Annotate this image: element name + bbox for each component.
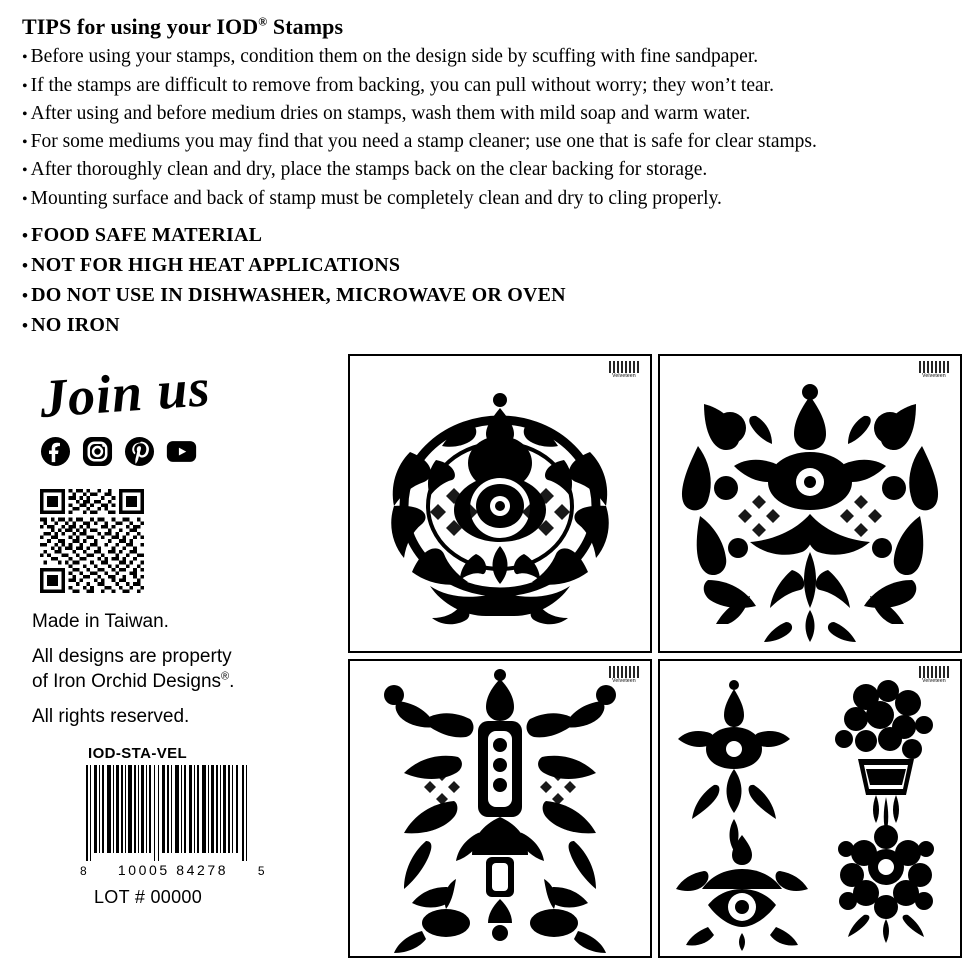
brand-mark-icon	[609, 666, 639, 678]
bullet-glyph: •	[22, 255, 29, 275]
tips-title-tail: Stamps	[267, 14, 344, 39]
sku-code: IOD-STA-VEL	[88, 745, 188, 763]
tip-text: If the stamps are difficult to remove from backing, you can pull without worry; they won’t tear.	[30, 74, 774, 96]
tip-text: After using and before medium dries on stamps, wash them with mild soap and warm water.	[30, 102, 751, 124]
join-us-script: Join us	[37, 357, 213, 429]
barcode-block	[80, 745, 266, 908]
stamp-sheet-grid	[348, 354, 962, 968]
designs-line-1: All designs are property	[32, 645, 232, 667]
stamp-panel-peacock-damask[interactable]	[348, 659, 652, 958]
warning-text: DO NOT USE IN DISHWASHER, MICROWAVE OR OVEN	[31, 283, 566, 306]
instagram-icon[interactable]	[82, 436, 113, 467]
tip-line	[22, 156, 944, 184]
brand-mark-icon	[919, 666, 949, 678]
brand-mark-icon	[609, 361, 639, 373]
brand-badge-label: Velveteen	[922, 372, 946, 379]
tip-text: Before using your stamps, condition them on the design side by scuffing with fine sandpaper.	[30, 46, 759, 68]
brand-badge-label: Velveteen	[612, 677, 636, 684]
warning-text: NOT FOR HIGH HEAT APPLICATIONS	[31, 253, 401, 276]
barcode-digit-right: 5	[257, 864, 266, 879]
brand-badge-label: Velveteen	[922, 677, 946, 684]
warning-line	[22, 310, 944, 340]
tip-text: Mounting surface and back of stamp must be completely clean and dry to cling properly.	[30, 187, 722, 209]
tips-title-main: TIPS for using your IOD	[22, 14, 259, 39]
warning-text: FOOD SAFE MATERIAL	[31, 223, 263, 246]
left-column	[18, 354, 318, 909]
tips-title	[22, 14, 944, 39]
bullet-glyph: •	[22, 315, 29, 335]
bullet-glyph: •	[22, 49, 28, 67]
social-icons-row	[40, 436, 318, 467]
bullet-glyph: •	[22, 162, 28, 180]
designs-line-2: of Iron Orchid Designs	[32, 671, 222, 693]
brand-mark-icon	[919, 361, 949, 373]
brand-badge	[914, 361, 954, 379]
tips-section	[18, 14, 944, 340]
bullet-glyph: •	[22, 77, 28, 95]
bullet-glyph: •	[22, 190, 28, 208]
bullet-glyph: •	[22, 134, 28, 152]
bullet-glyph: •	[22, 285, 29, 305]
brand-badge-label: Velveteen	[612, 372, 636, 379]
barcode-bars	[80, 765, 256, 861]
brand-badge	[914, 666, 954, 684]
brand-badge	[604, 361, 644, 379]
qr-code[interactable]	[40, 489, 144, 593]
registered-mark: ®	[258, 14, 268, 29]
legal-text	[32, 609, 318, 730]
barcode-digit-left: 8	[80, 864, 89, 879]
lot-number: LOT # 00000	[94, 887, 203, 908]
tip-text: For some mediums you may find that you need a stamp cleaner; use one that is safe for clear stamps.	[30, 131, 817, 153]
tip-line	[22, 72, 944, 100]
lower-section	[18, 354, 944, 909]
barcode-digits-main: 10005 84278	[117, 862, 229, 879]
designs-line-tail: .	[229, 671, 235, 693]
rights-reserved-line: All rights reserved.	[32, 705, 190, 727]
registered-mark: ®	[221, 670, 230, 683]
stamp-panel-small-motifs[interactable]	[658, 659, 962, 958]
facebook-icon[interactable]	[40, 436, 71, 467]
tip-line	[22, 128, 944, 156]
warning-line	[22, 220, 944, 250]
made-in-line: Made in Taiwan.	[32, 610, 169, 632]
tip-line	[22, 100, 944, 128]
designs-property-line	[32, 644, 318, 695]
bullet-glyph: •	[22, 225, 29, 245]
tip-line	[22, 185, 944, 213]
brand-badge	[604, 666, 644, 684]
youtube-icon[interactable]	[166, 436, 197, 467]
tip-line	[22, 43, 944, 71]
warning-text: NO IRON	[31, 313, 120, 336]
warning-line	[22, 280, 944, 310]
stamp-panel-floral-urn[interactable]	[658, 354, 962, 653]
stamp-panel-damask-medallion[interactable]	[348, 354, 652, 653]
barcode-digits	[80, 862, 266, 878]
bullet-glyph: •	[22, 105, 28, 123]
pinterest-icon[interactable]	[124, 436, 155, 467]
warning-line	[22, 250, 944, 280]
tip-text: After thoroughly clean and dry, place the stamps back on the clear backing for storage.	[30, 159, 708, 181]
